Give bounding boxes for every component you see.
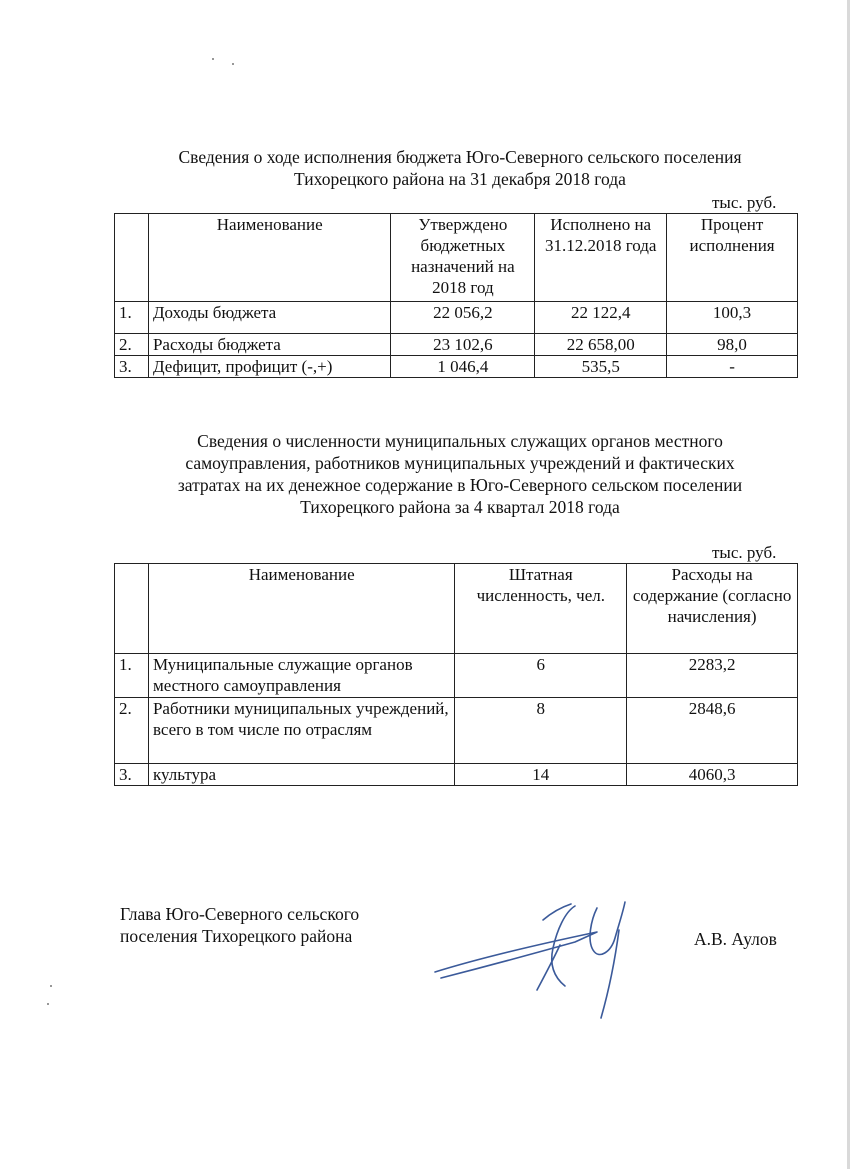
row-number: 2. [115,698,149,764]
staff-title-line: затратах на их денежное содержание в Юго-Северного сельском поселении [177,475,743,495]
handwritten-signature [425,890,665,1030]
row-name: Расходы бюджета [148,334,391,356]
budget-header-row [115,214,798,302]
row-count: 8 [455,698,627,764]
staff-title-line: самоуправления, работников муниципальных учреждений и фактических [185,453,735,473]
row-cost: 2283,2 [627,654,798,698]
row-approved: 23 102,6 [391,334,535,356]
row-executed: 22 122,4 [535,302,667,334]
number-header-cell [115,564,149,654]
budget-title-line: Тихорецкого района на 31 декабря 2018 года [294,169,626,189]
row-name: Муниципальные служащие органов местного самоуправления [148,654,454,698]
budget-title [60,146,850,190]
scan-speck [232,63,234,65]
row-name: Работники муниципальных учреждений, всего в том числе по отраслям [148,698,454,764]
approved-header: Утверждено бюджетных назначений на 2018 год [391,214,535,302]
signatory-position [120,903,359,947]
signatory-position-line: поселения Тихорецкого района [120,926,353,946]
row-cost: 2848,6 [627,698,798,764]
budget-title-line: Сведения о ходе исполнения бюджета Юго-Северного сельского поселения [178,147,742,167]
row-name: Доходы бюджета [148,302,391,334]
staff-table [114,563,798,786]
table-row [115,698,798,764]
row-executed: 22 658,00 [535,334,667,356]
executed-header: Исполнено на 31.12.2018 года [535,214,667,302]
table-row [115,764,798,786]
budget-units: тыс. руб. [712,193,777,212]
staff-title-line: Тихорецкого района за 4 квартал 2018 года [300,497,620,517]
name-header: Наименование [148,214,391,302]
row-number: 1. [115,302,149,334]
row-number: 2. [115,334,149,356]
staff-title [60,430,850,518]
percent-header: Процент исполнения [667,214,798,302]
cost-header: Расходы на содержание (согласно начисления) [627,564,798,654]
table-row [115,654,798,698]
row-count: 6 [455,654,627,698]
count-header: Штатная численность, чел. [455,564,627,654]
signatory-name: А.В. Аулов [694,929,777,949]
table-row [115,356,798,378]
table-row [115,302,798,334]
budget-table [114,213,798,378]
staff-title-line: Сведения о численности муниципальных служащих органов местного [197,431,723,451]
scan-speck [47,1003,49,1005]
row-number: 3. [115,764,149,786]
scan-speck [50,985,52,987]
scan-speck [212,58,214,60]
row-number: 3. [115,356,149,378]
number-header-cell [115,214,149,302]
row-approved: 22 056,2 [391,302,535,334]
staff-header-row [115,564,798,654]
row-name: культура [148,764,454,786]
staff-units: тыс. руб. [712,543,777,562]
row-percent: - [667,356,798,378]
row-percent: 100,3 [667,302,798,334]
row-cost: 4060,3 [627,764,798,786]
row-percent: 98,0 [667,334,798,356]
row-count: 14 [455,764,627,786]
row-executed: 535,5 [535,356,667,378]
row-approved: 1 046,4 [391,356,535,378]
signatory-position-line: Глава Юго-Северного сельского [120,904,360,924]
table-row [115,334,798,356]
row-name: Дефицит, профицит (-,+) [148,356,391,378]
row-number: 1. [115,654,149,698]
name-header: Наименование [148,564,454,654]
